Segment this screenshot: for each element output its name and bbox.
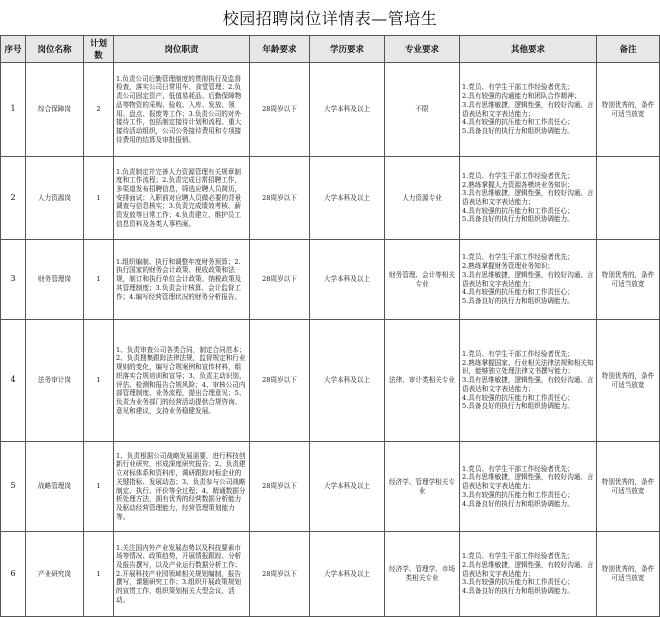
remarks: 特别优秀的，条件可适当放宽 bbox=[597, 532, 660, 617]
education-requirement: 大学本科及以上 bbox=[310, 320, 385, 442]
major-requirement: 经济学、管理学相关专业 bbox=[385, 442, 460, 532]
header-cell: 备注 bbox=[597, 36, 660, 63]
education-requirement: 大学本科及以上 bbox=[310, 63, 385, 157]
table-row bbox=[1, 240, 660, 320]
education-requirement: 大学本科及以上 bbox=[310, 442, 385, 532]
requirement-item: 5.具备良好的执行力和组织协调能力。 bbox=[462, 402, 574, 411]
age-requirement: 28周岁以下 bbox=[250, 63, 310, 157]
page-title: 校园招聘岗位详情表—管培生 bbox=[222, 9, 438, 28]
requirement-item: 4.具备良好的执行力和组织协调能力。 bbox=[462, 587, 574, 596]
major-requirement: 人力资源专业 bbox=[385, 157, 460, 240]
table-row bbox=[1, 442, 660, 532]
row-number: 1 bbox=[1, 63, 26, 157]
row-number: 4 bbox=[1, 320, 26, 442]
requirement-item: 3.具有思维敏捷，逻辑性强，有较好沟通、言语表达和文字表达能力； bbox=[462, 189, 594, 206]
age-requirement: 28周岁以下 bbox=[250, 240, 310, 320]
age-requirement: 28周岁以下 bbox=[250, 157, 310, 240]
age-requirement: 28周岁以下 bbox=[250, 442, 310, 532]
header-cell: 计划数 bbox=[84, 36, 114, 63]
job-name: 法务审计岗 bbox=[26, 320, 84, 442]
table-row bbox=[1, 532, 660, 617]
education-requirement: 大学本科及以上 bbox=[310, 157, 385, 240]
remarks: 特别优秀的，条件可适当放宽 bbox=[597, 320, 660, 442]
major-requirement: 财务管理、会计等相关专业 bbox=[385, 240, 460, 320]
remarks: 特别优秀的，条件可适当放宽 bbox=[597, 240, 660, 320]
job-duties: 1.关注国内外产业发展态势以及科技要素市场等情况、政策趋势，开展情报跟踪、分析及报告撰写，以及产业运行数据分析工作；2.开展科技产业园领域相关规划编制，报告撰写，课题研究工作；3.组织开展政策规划的宣贯工作，组织策划相关大型会议、活动。 bbox=[114, 532, 250, 617]
requirement-item: 1.党员、有学生干部工作经验者优先； bbox=[462, 253, 574, 262]
table-row bbox=[1, 157, 660, 240]
education-requirement: 大学本科及以上 bbox=[310, 532, 385, 617]
job-name: 产业研究岗 bbox=[26, 532, 84, 617]
requirement-item: 4.具有较强的抗压能力和工作责任心； bbox=[462, 288, 574, 297]
requirement-item: 5.具备良好的执行力和组织协调能力。 bbox=[462, 215, 574, 224]
major-requirement: 不限 bbox=[385, 63, 460, 157]
other-requirements bbox=[460, 532, 597, 617]
table-header-row bbox=[1, 36, 660, 63]
requirement-item: 3.具有较强的抗压能力和工作责任心； bbox=[462, 578, 574, 587]
requirement-item: 1.党员、有学生干部工作经验者优先； bbox=[462, 350, 574, 359]
requirement-item: 4.具有较强的抗压能力和工作责任心； bbox=[462, 118, 574, 127]
requirement-item: 3.具有较强的抗压能力和工作责任心； bbox=[462, 490, 574, 499]
row-number: 2 bbox=[1, 157, 26, 240]
header-cell: 年龄要求 bbox=[250, 36, 310, 63]
remarks: 特别优秀的，条件可适当放宽 bbox=[597, 63, 660, 157]
job-name: 人力资源岗 bbox=[26, 157, 84, 240]
job-name: 战略管理岗 bbox=[26, 442, 84, 532]
job-duties: 1.组织编制、执行和调整年度财务预算；2.执行国家的财务会计政策、税收政策和法规，制订和执行单位会计政策、纳税政策及其管理制度；3.负责会计核算、会计监督工作；4.编写经营管理状况的财务分析报告。 bbox=[114, 240, 250, 320]
other-requirements bbox=[460, 63, 597, 157]
requirement-item: 2.具有思维敏捷，逻辑性强，有较好沟通、言语表达和文字表达能力； bbox=[462, 473, 594, 491]
header-cell: 岗位名称 bbox=[26, 36, 84, 63]
job-duties: 1、负责根据公司战略发展需要，进行科技创新行业研究，形成深度研究报告；2、负责建立对标体系和资料库，调研跟踪对标企业的关键指标、发展动态；3、负责参与公司战略制定、执行、评价等全过程；4、精通数据分析处理方法，拥有优秀的经营数据分析能力及驱动经营管理能力，经营管理策划能力等。 bbox=[114, 442, 250, 532]
requirement-item: 2.具有较强的沟通能力和团队合作精神； bbox=[462, 92, 581, 101]
requirement-item: 3.具有思维敏捷，逻辑性强，有较好沟通、言语表达和文字表达能力； bbox=[462, 100, 594, 118]
age-requirement: 28周岁以下 bbox=[250, 320, 310, 442]
plan-count: 1 bbox=[84, 532, 114, 617]
header-cell: 学历要求 bbox=[310, 36, 385, 63]
requirement-item: 4.具有较强的抗压能力和工作责任心； bbox=[462, 206, 574, 215]
requirement-item: 3.具有思维敏捷，逻辑性强，有较好沟通、言语表达和文字表达能力； bbox=[462, 376, 594, 393]
requirement-item: 1.党员、有学生干部工作经验者优先； bbox=[462, 464, 574, 473]
table-row bbox=[1, 320, 660, 442]
job-name: 综合保障岗 bbox=[26, 63, 84, 157]
header-cell: 序号 bbox=[1, 36, 26, 63]
job-duties: 1.负责制定并完善人力资源管理有关规章制度和工作流程；2.负责完成日常招聘工作，多渠道发布招聘信息，筛选应聘人员简历，安排面试；入职前对应聘人员做必要的背景调查与信息核实；3.负责完成绩效考核、薪资发放等日常工作；4.负责建立、维护员工信息资料及各类人事档案。 bbox=[114, 157, 250, 240]
row-number: 5 bbox=[1, 442, 26, 532]
other-requirements bbox=[460, 442, 597, 532]
header-cell: 其他要求 bbox=[460, 36, 597, 63]
requirement-item: 3.具有思维敏捷，逻辑性强，有较好沟通、言语表达和文字表达能力； bbox=[462, 270, 594, 288]
requirement-item: 1.党员、有学生干部工作经验者优先； bbox=[462, 83, 574, 92]
plan-count: 1 bbox=[84, 240, 114, 320]
major-requirement: 法律、审计类相关专业 bbox=[385, 320, 460, 442]
requirement-item: 1.党员、有学生干部工作经验者优先； bbox=[462, 552, 574, 561]
requirement-item: 2.熟练掌握财务管理业务知识； bbox=[462, 262, 555, 271]
requirement-item: 4.具备良好的执行力和组织协调能力。 bbox=[462, 499, 574, 508]
row-number: 6 bbox=[1, 532, 26, 617]
major-requirement: 经济学、管理学、市场类相关专业 bbox=[385, 532, 460, 617]
job-name: 财务管理岗 bbox=[26, 240, 84, 320]
other-requirements bbox=[460, 240, 597, 320]
requirement-item: 2.具有思维敏捷，逻辑性强，有较好沟通、言语表达和文字表达能力； bbox=[462, 560, 594, 578]
remarks: 特别优秀的，条件可适当放宽 bbox=[597, 442, 660, 532]
education-requirement: 大学本科及以上 bbox=[310, 240, 385, 320]
table-row bbox=[1, 63, 660, 157]
job-duties: 1、负责审查公司各类合同，制定合同范本；2、负责搜集跟踪法律法规，监督规定和行业规则的变化，编写合规案例和宣传材料，组织落实合规培训和宣导；3、负责主动识别、评估、检测和报告合规风险；4、审核公司内部管理制度、业务流程，提出合理意见；5、负责为业务部门的经营活动提供合规咨询、意见和建议，支持业务稳健发展。 bbox=[114, 320, 250, 442]
remarks bbox=[597, 157, 660, 240]
requirement-item: 4.具有较强的抗压能力和工作责任心； bbox=[462, 393, 574, 402]
plan-count: 1 bbox=[84, 442, 114, 532]
row-number: 3 bbox=[1, 240, 26, 320]
other-requirements bbox=[460, 320, 597, 442]
requirement-item: 2.熟练掌握人力资源各模块业务知识； bbox=[462, 180, 574, 189]
requirement-item: 5.具备良好的执行力和组织协调能力。 bbox=[462, 296, 574, 305]
job-duties: 1.负责公司后勤管理制度的贯彻执行及监督检查，落实公司日常用车、食堂管理；2.负责公司固定资产、低值易耗品、后勤保障物品等物资的采购、验收、入库、发放、领用、盘点、报废等工作；3.负责公司的对外接待工作，包括制定接待计划和流程、重大接待活动组织，公司公务接待费用和专项接待费用的结算及审批报销。 bbox=[114, 63, 250, 157]
header-cell: 专业要求 bbox=[385, 36, 460, 63]
job-table bbox=[0, 35, 660, 617]
requirement-item: 1.党员、有学生干部工作经验者优先； bbox=[462, 171, 574, 180]
header-cell: 岗位职责 bbox=[114, 36, 250, 63]
requirement-item: 2.熟练掌握国家、行业相关法律法规和相关知识，能够独立处理法律文书撰写能力； bbox=[462, 358, 594, 376]
plan-count: 1 bbox=[84, 157, 114, 240]
plan-count: 2 bbox=[84, 63, 114, 157]
requirement-item: 5.具备良好的执行力和组织协调能力。 bbox=[462, 126, 574, 135]
age-requirement: 28周岁以下 bbox=[250, 532, 310, 617]
other-requirements bbox=[460, 157, 597, 240]
plan-count: 1 bbox=[84, 320, 114, 442]
